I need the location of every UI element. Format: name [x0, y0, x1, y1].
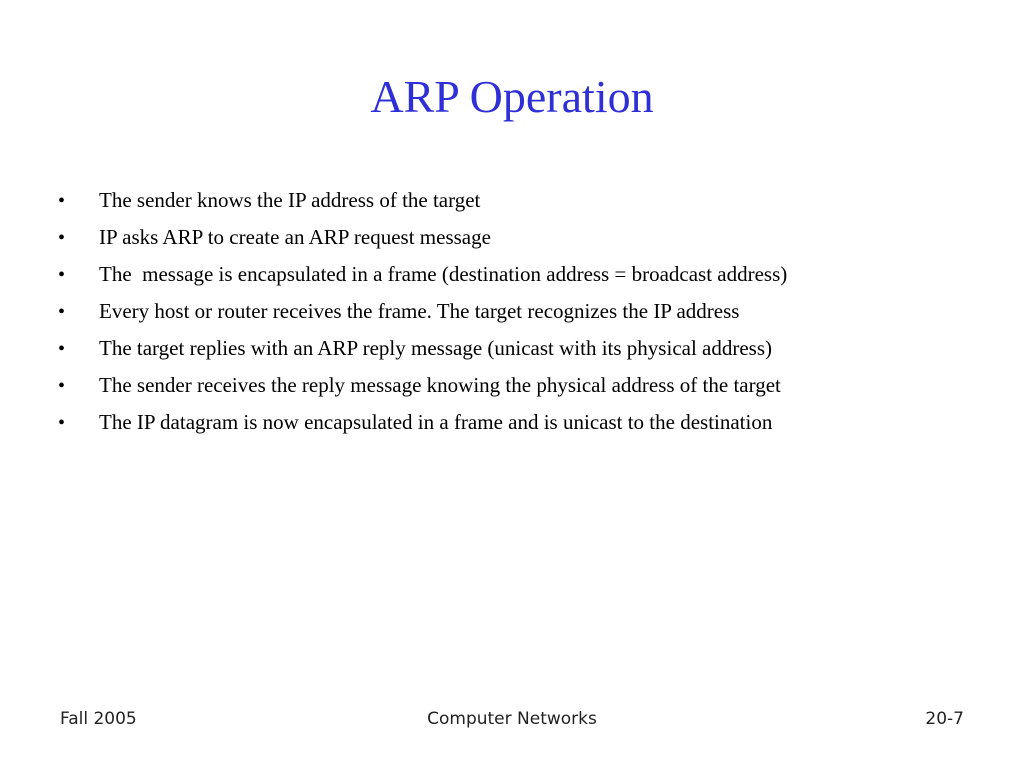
bullet-item [58, 256, 998, 293]
bullet-text: The target replies with an ARP reply message (unicast with its physical address) [99, 336, 773, 360]
bullet-item [58, 293, 998, 330]
footer-slide-number: 20-7 [925, 709, 964, 729]
bullet-icon: • [58, 190, 66, 212]
bullet-item [58, 404, 998, 441]
bullet-text: Every host or router receives the frame. The target recognizes the IP address [99, 299, 740, 323]
bullet-item [58, 219, 998, 256]
bullet-text: The message is encapsulated in a frame (destination address = broadcast address) [99, 262, 788, 286]
bullet-item [58, 367, 998, 404]
footer-date: Fall 2005 [60, 709, 137, 729]
footer-course-title: Computer Networks [427, 709, 597, 729]
bullet-icon: • [58, 301, 66, 323]
slide-title: ARP Operation [370, 71, 654, 122]
bullet-text: IP asks ARP to create an ARP request message [99, 225, 491, 249]
bullet-item [58, 330, 998, 367]
bullet-icon: • [58, 227, 66, 249]
bullet-icon: • [58, 338, 66, 360]
bullet-icon: • [58, 412, 66, 434]
bullet-list [58, 182, 998, 441]
bullet-text: The sender knows the IP address of the target [99, 188, 481, 212]
bullet-text: The IP datagram is now encapsulated in a frame and is unicast to the destination [99, 410, 773, 434]
bullet-icon: • [58, 375, 66, 397]
bullet-icon: • [58, 264, 66, 286]
bullet-item [58, 182, 998, 219]
bullet-text: The sender receives the reply message knowing the physical address of the target [99, 373, 781, 397]
